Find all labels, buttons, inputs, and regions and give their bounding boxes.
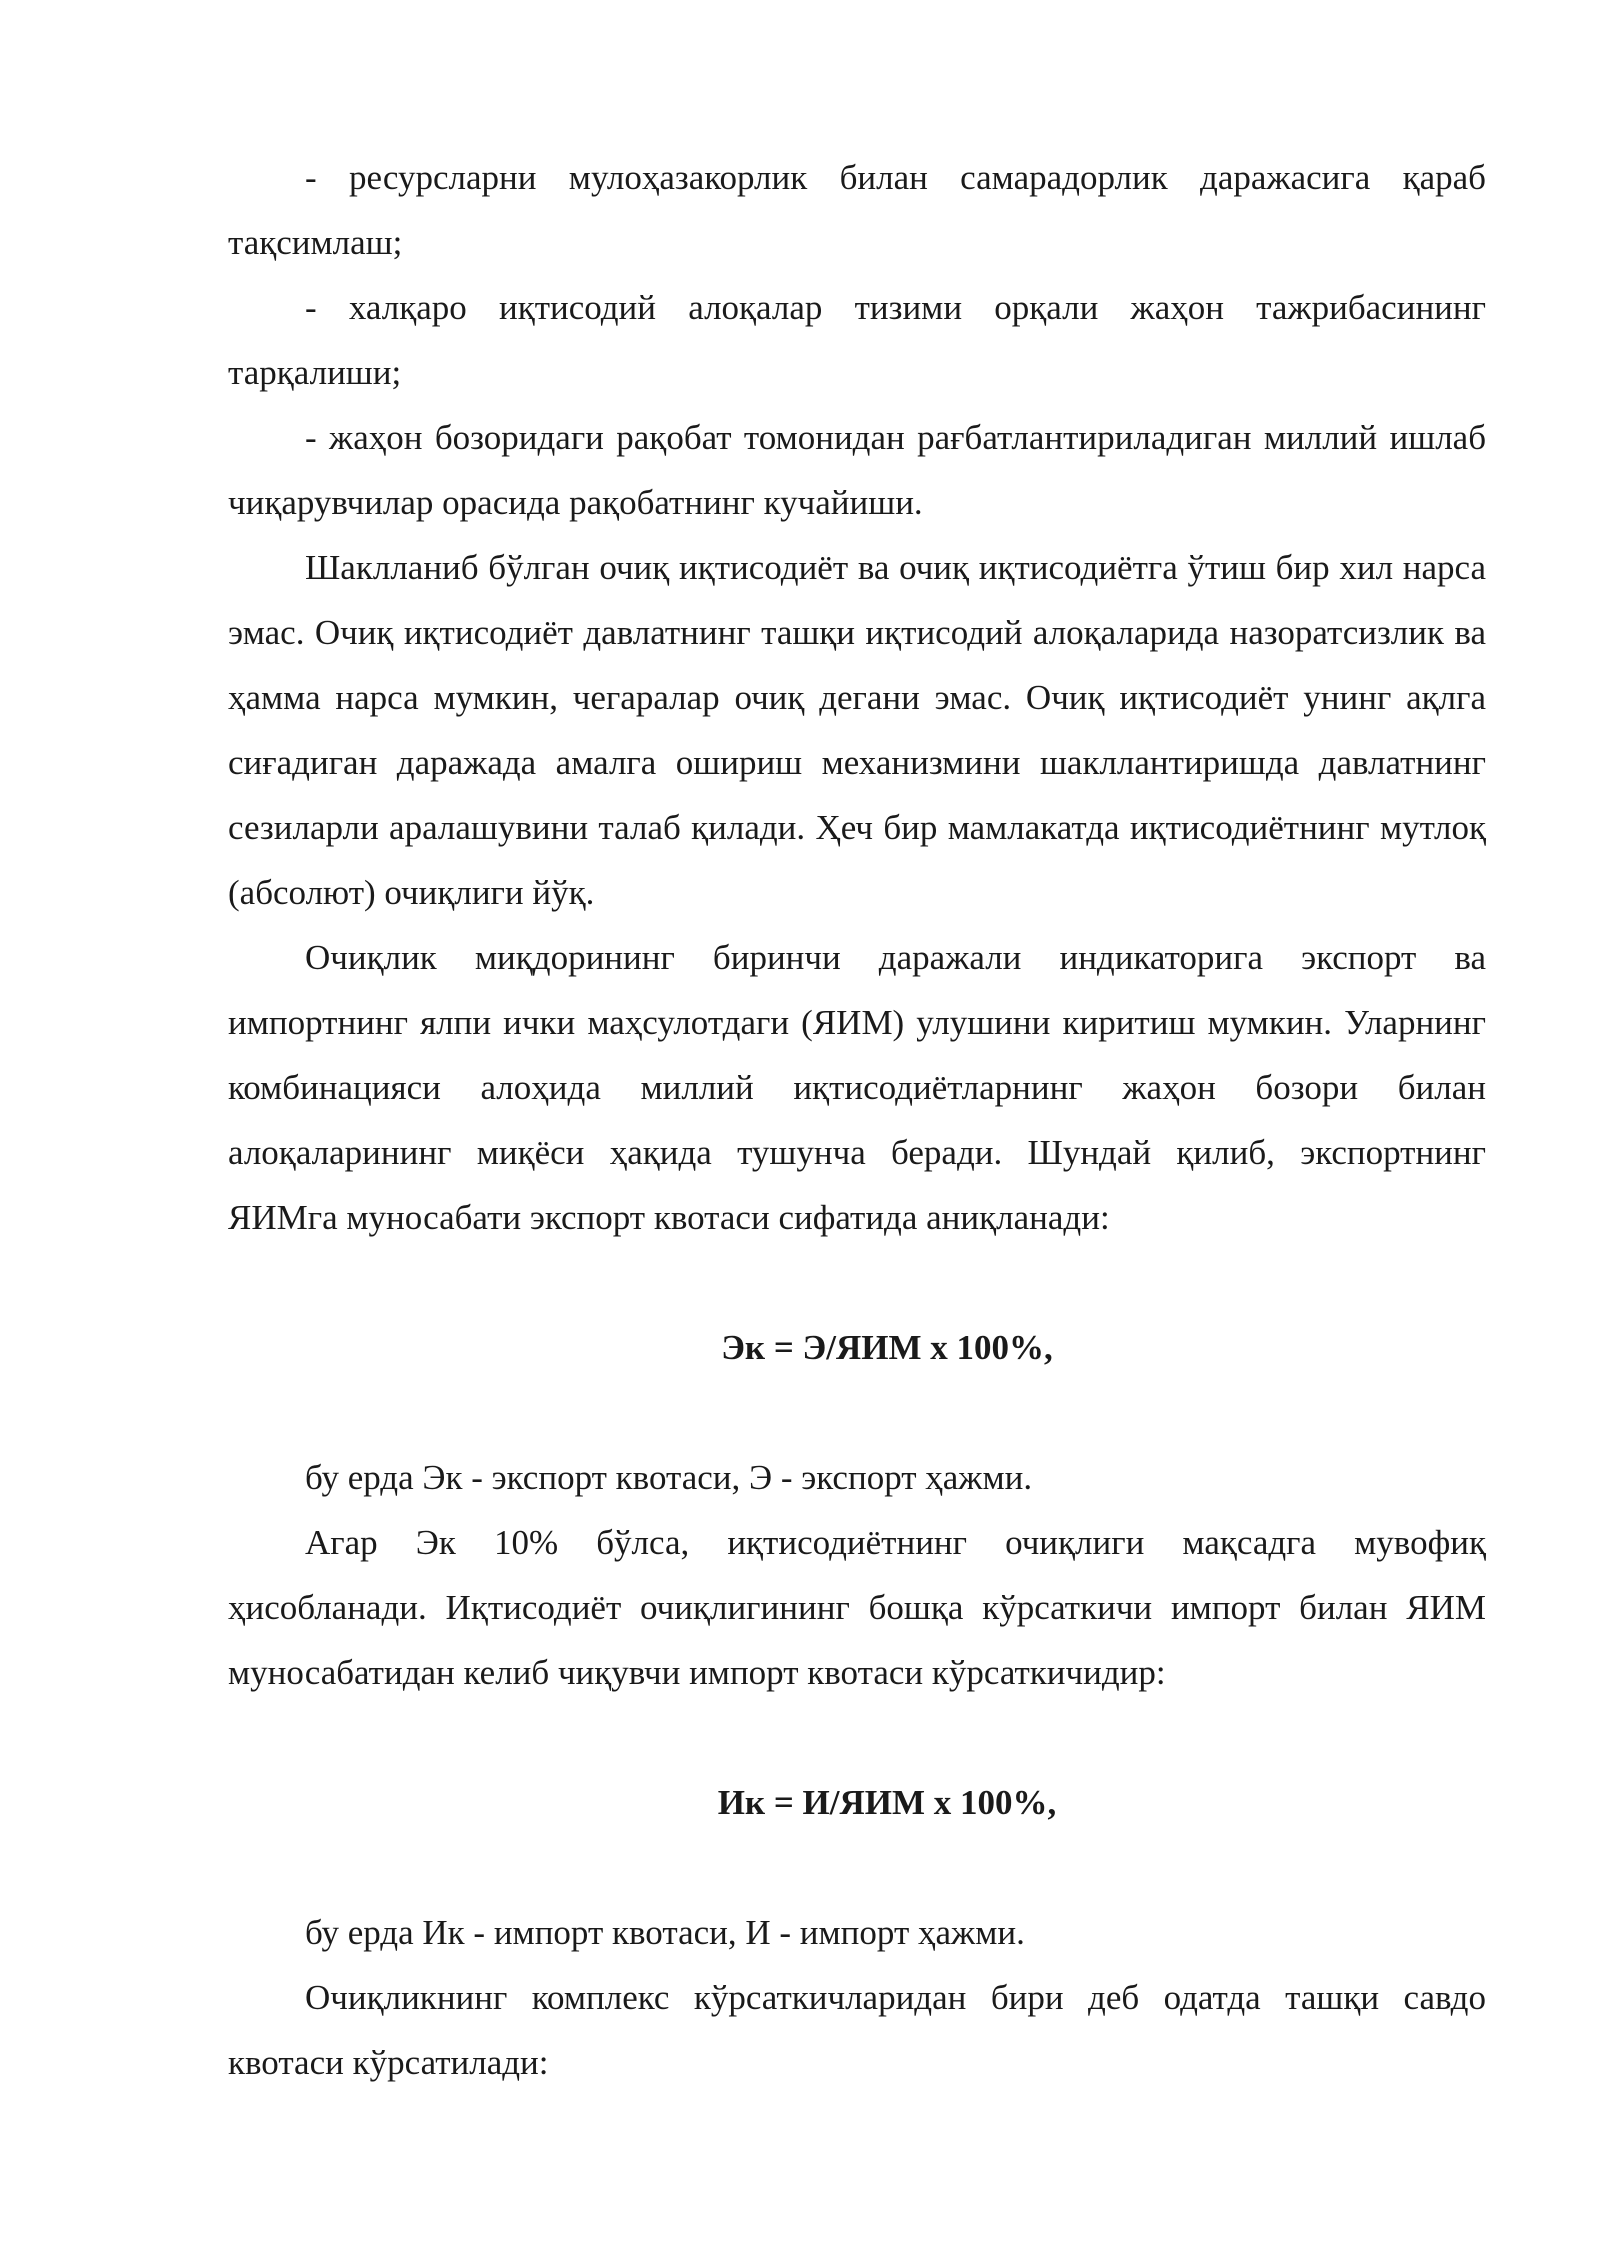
document-body (228, 145, 1486, 2095)
paragraph-export-threshold: Агар Эк 10% бўлса, иқтисодиётнинг очиқлиги мақсадга мувофиқ ҳисобланади. Иқтисодиёт очиқлигининг бошқа кўрсаткичи импорт билан ЯИМ муносабатидан келиб чиқувчи импорт квотаси кўрсаткичидир: (228, 1523, 1486, 1692)
import-quota-definition: бу ерда Ик - импорт квотаси, И - импорт ҳажми. (305, 1913, 1025, 1952)
paragraph-open-economy: Шаклланиб бўлган очиқ иқтисодиёт ва очиқ иқтисодиётга ўтиш бир хил нарса эмас. Очиқ иқтисодиёт давлатнинг ташқи иқтисодий алоқаларида назоратсизлик ва ҳамма нарса мумкин, чегаралар очиқ дегани эмас. Очиқ иқтисодиёт унинг ақлга сиғадиган даражада амалга ошириш механизмини шакллантиришда давлатнинг сезиларли аралашувини талаб қилади. Ҳеч бир мамлакатда иқтисодиётнинг мутлоқ (абсолют) очиқлиги йўқ. (228, 548, 1486, 912)
bullet-competition-growth: - жаҳон бозоридаги рақобат томонидан рағбатлантириладиган миллий ишлаб чиқарувчилар орасида рақобатнинг кучайиши. (228, 418, 1486, 522)
bullet-resource-allocation: - ресурсларни мулоҳазакорлик билан самарадорлик даражасига қараб тақсимлаш; (228, 158, 1486, 262)
formula-import-quota: Ик = И/ЯИМ х 100%, (717, 1783, 1057, 1822)
export-quota-definition: бу ерда Эк - экспорт квотаси, Э - экспорт ҳажми. (305, 1458, 1033, 1497)
paragraph-openness-indicator: Очиқлик миқдорининг биринчи даражали индикаторига экспорт ва импортнинг ялпи ички маҳсулотдаги (ЯИМ) улушини киритиш мумкин. Уларнинг комбинацияси алоҳида миллий иқтисодиётларнинг жаҳон бозори билан алоқаларининг миқёси ҳақида тушунча беради. Шундай қилиб, экспортнинг ЯИМга муносабати экспорт квотаси сифатида аниқланади: (228, 938, 1486, 1237)
bullet-experience-spread: - халқаро иқтисодий алоқалар тизими орқали жаҳон тажрибасининг тарқалиши; (228, 288, 1486, 392)
formula-export-quota: Эк = Э/ЯИМ х 100%, (721, 1328, 1053, 1367)
paragraph-trade-quota: Очиқликнинг комплекс кўрсаткичларидан бири деб одатда ташқи савдо квотаси кўрсатилади: (228, 1978, 1486, 2082)
